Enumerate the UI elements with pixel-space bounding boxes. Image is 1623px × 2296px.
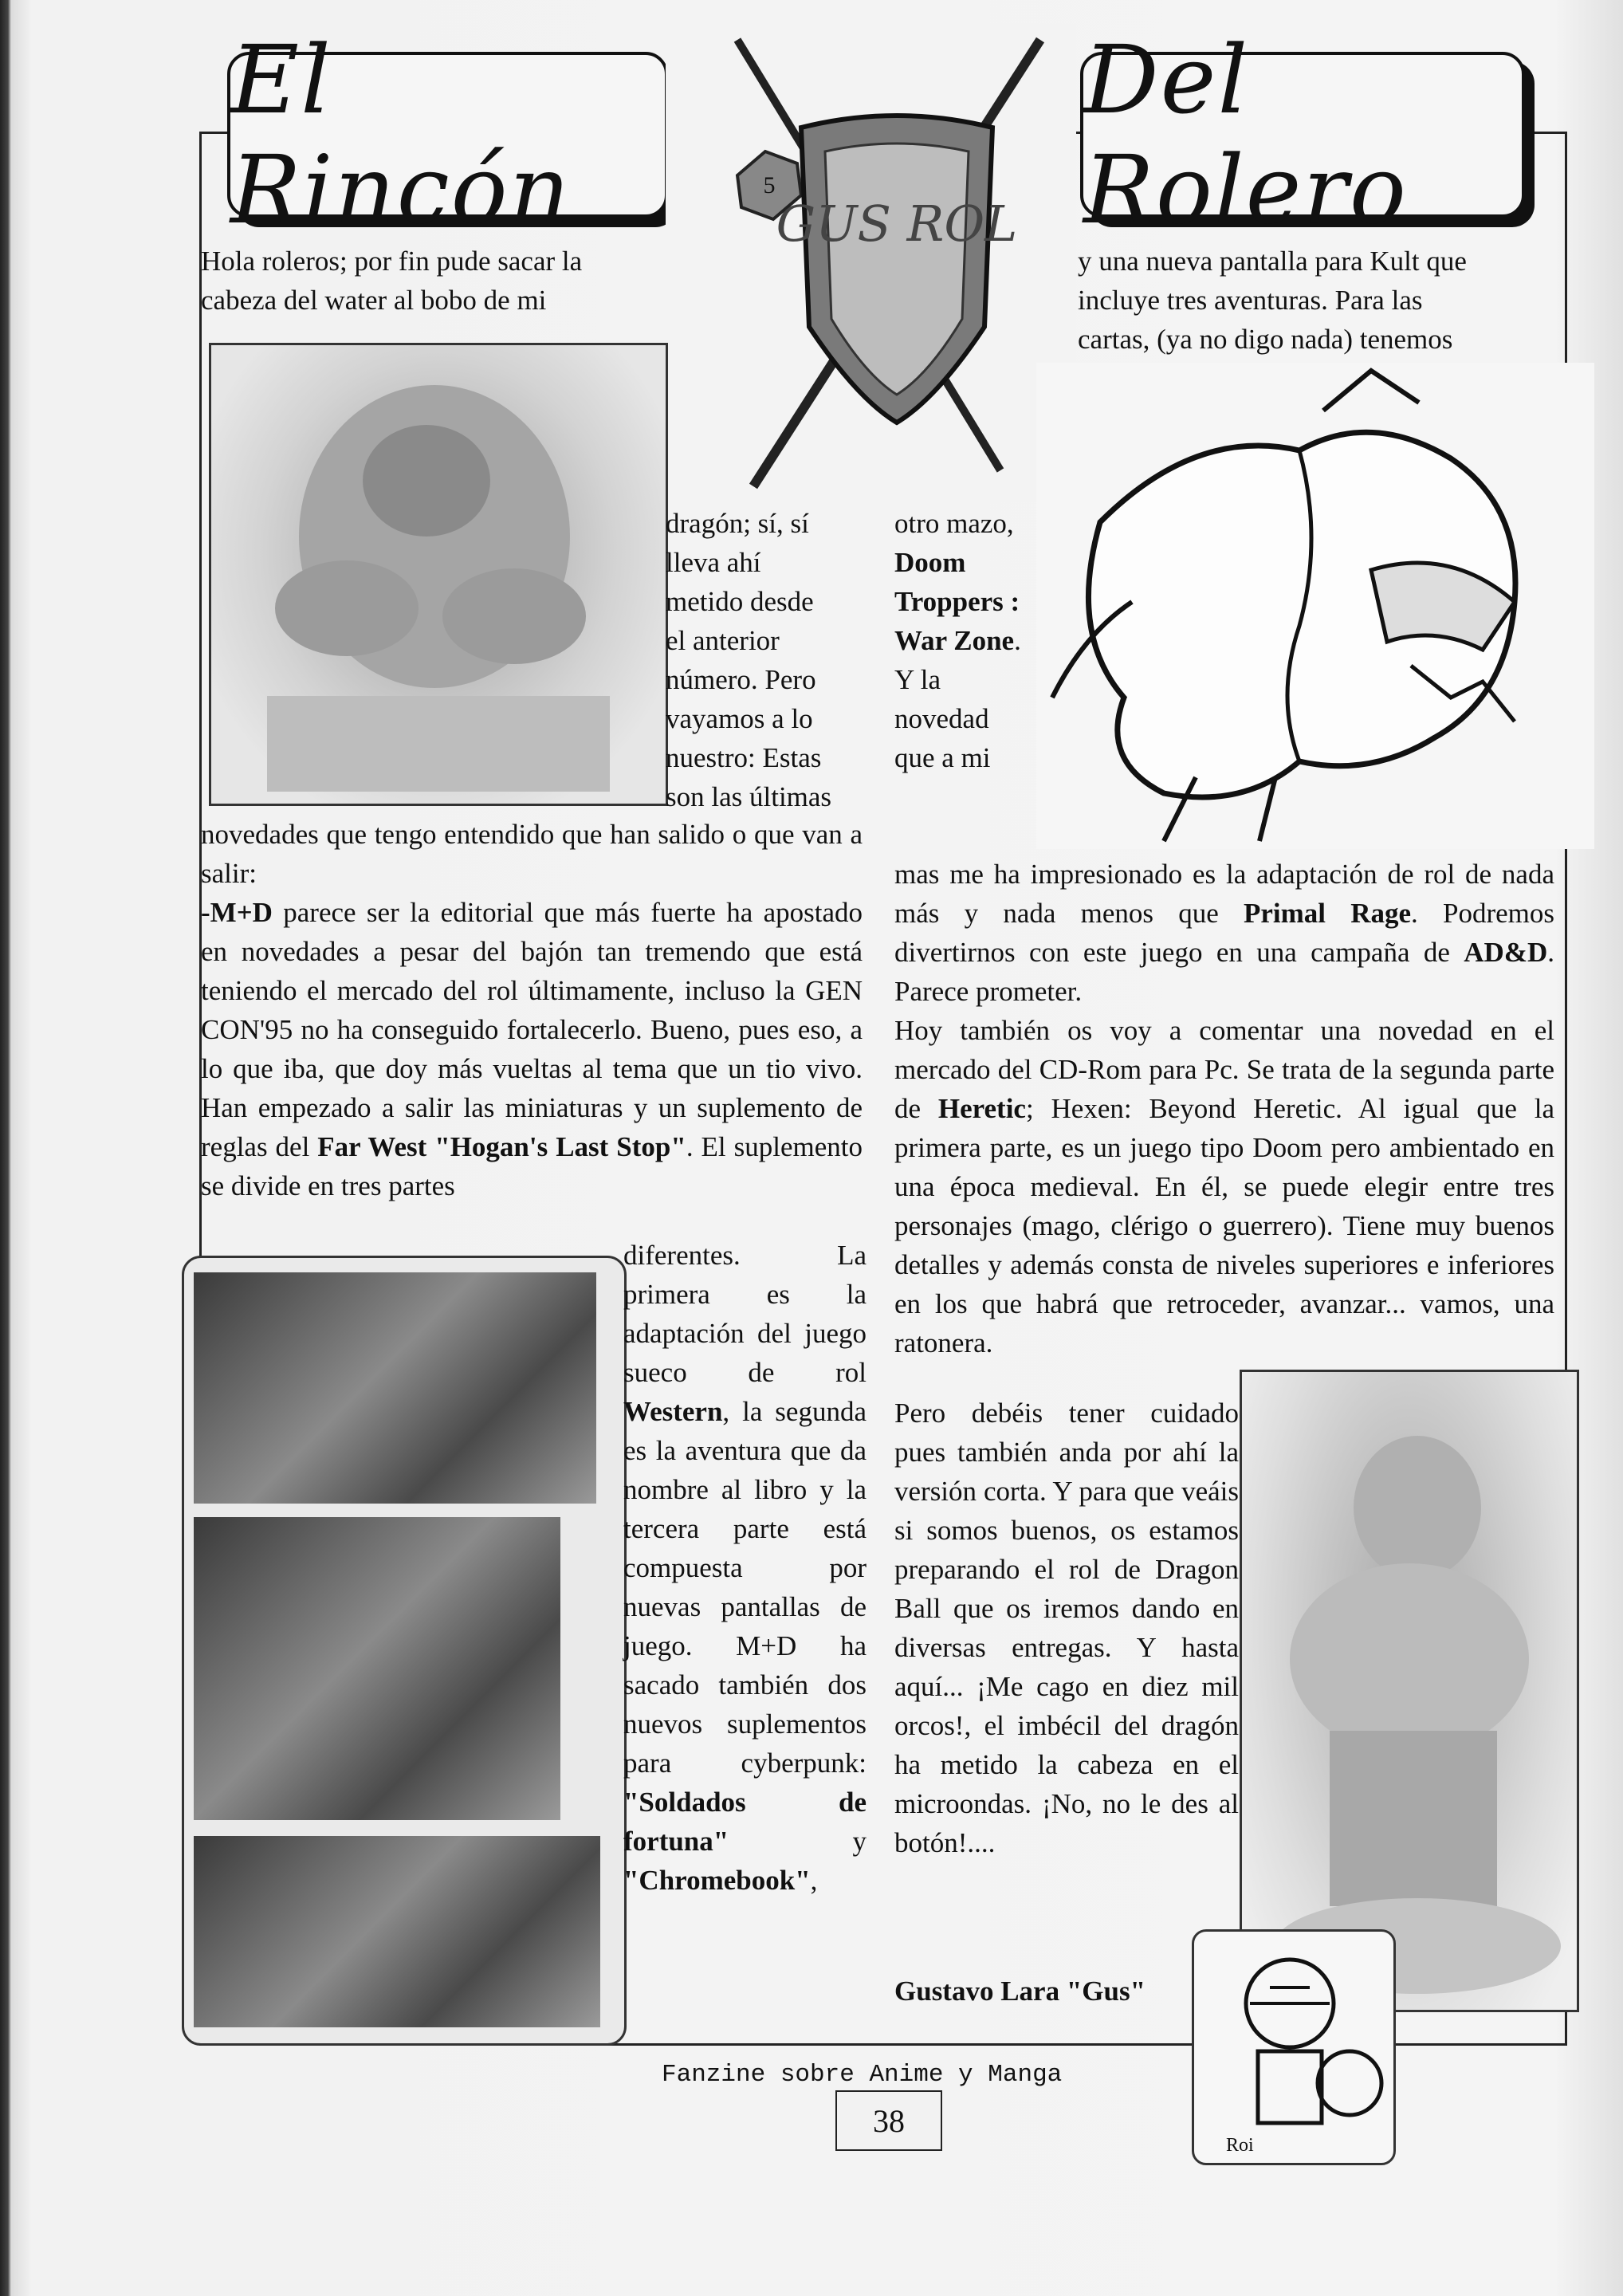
text-mid-top [666, 504, 865, 816]
text-run: mas me ha impresionado es la adaptación de rol de nada más y nada menos que [894, 859, 1554, 929]
text-right-main [894, 855, 1554, 1362]
paragraph [894, 855, 1554, 1011]
text-mid-lower [623, 1236, 867, 1900]
text-line: vayamos a lo [666, 703, 813, 734]
text-run: . Parece prometer. [894, 937, 1554, 1007]
text-run: ; Hexen: Beyond Heretic. Al igual que la primera parte, es un juego tipo Doom pero ambientado en una época medieval. En él, se puede elegir entre tres personajes (mago, clérigo o guerrero). Tiene muy buenos detalles y además consta de niveles superiores e inferiores en los que habrá que retroceder, avanzar... vamos, una ratonera. [894, 1093, 1554, 1358]
game-title-bold: Primal Rage [1243, 898, 1412, 929]
text-run: , la segunda es la aventura que da nombre al libro y la tercera parte está compuesta por nuevas pantallas de juego. M+D ha sacado también dos nuevos suplementos para cyberpunk: [623, 1396, 867, 1779]
product-title-bold: "Chromebook" [623, 1865, 811, 1896]
text-line: son las últimas [666, 781, 832, 812]
text-run: . Y la novedad que a mi [894, 625, 1021, 773]
paragraph: novedades que tengo entendido que han salido o que van a salir: [201, 819, 863, 889]
monster-statue-photo [209, 343, 668, 806]
text-line: el anterior [666, 625, 780, 656]
text-right-lower [894, 1394, 1239, 1862]
face-goblin-drawing [194, 1517, 560, 1820]
text-run: Hoy también os voy a comentar una novedad en el mercado del CD-Rom para Pc. Se trata de la segunda parte de [894, 1015, 1554, 1124]
dice-text: 5 [763, 172, 776, 199]
game-title-bold: Heretic [937, 1093, 1026, 1124]
faces-collage-image [182, 1256, 627, 2046]
text-run: . Podremos divertirnos con este juego en una campaña de [894, 898, 1555, 968]
game-title-bold: AD&D [1464, 937, 1548, 968]
product-title-bold: "Soldados de fortuna" [623, 1787, 867, 1857]
text-run: otro mazo, [894, 508, 1014, 539]
page-number: 38 [835, 2090, 942, 2151]
text-run: , [810, 1865, 818, 1896]
shield-text: GUS ROL [776, 195, 1018, 253]
knight-caricature-drawing [1192, 1929, 1396, 2165]
title-left: El Rincón [230, 25, 572, 245]
text-line: cabeza del water al bobo de mi [201, 285, 547, 316]
seated-statue-photo [1240, 1370, 1579, 2012]
text-right-top [1078, 242, 1554, 359]
text-line: Hola roleros; por fin pude sacar la [201, 246, 583, 277]
game-title-bold: Western [623, 1396, 723, 1427]
game-title-bold: Doom Troppers : War Zone [894, 547, 1020, 656]
text-run: . El suplemento se divide en tres partes [201, 1131, 863, 1201]
text-line: y una nueva pantalla para Kult que [1078, 246, 1467, 277]
text-run: diferentes. La primera es la adaptación del juego sueco de rol [623, 1240, 867, 1388]
text-right-narrow [894, 504, 1030, 777]
paragraph [894, 1011, 1554, 1362]
text-line: dragón; sí, sí [666, 508, 809, 539]
paragraph [201, 893, 863, 1205]
title-right-box [1080, 25, 1525, 245]
face-woman-drawing [194, 1272, 596, 1504]
title-right: Del Rolero [1083, 25, 1408, 245]
footer-fanzine: Fanzine sobre Anime y Manga [662, 2061, 1063, 2089]
text-left-main [201, 815, 863, 1205]
text-line: metido desde [666, 586, 814, 617]
face-creature-drawing [194, 1836, 600, 2027]
text-line: nuestro: Estas [666, 742, 822, 773]
text-line: cartas, (ya no digo nada) tenemos [1078, 324, 1453, 355]
text-run: parece ser la editorial que más fuerte ha apostado en novedades a pesar del bajón tan tremendo que está teniendo el mercado del rol últimamente, incluso la GEN CON'95 no ha conseguido fortalecerlo. Bueno, pues eso, a lo que iba, que doy más vueltas al tema que un tio vivo. Han empezado a salir las miniaturas y un suplemento de reglas del [201, 897, 863, 1162]
text-run: y [729, 1826, 867, 1857]
text-line: número. Pero [666, 664, 816, 695]
text-line: lleva ahí [666, 547, 761, 578]
paragraph: Pero debéis tener cuidado pues también anda por ahí la versión corta. Y para que veáis si somos buenos, os estamos preparando el rol de Dragon Ball que os iremos dando en diversas entregas. Y hasta aquí... ¡Me cago en diez mil orcos!, el imbécil del dragón ha metido la cabeza en el microondas. ¡No, no le des al botón!.... [894, 1398, 1239, 1858]
shield-logo-image [666, 24, 1076, 502]
title-left-box [227, 25, 668, 245]
dragon-illustration [1036, 363, 1594, 849]
text-line: incluye tres aventuras. Para las [1078, 285, 1423, 316]
product-title-bold: Far West "Hogan's Last Stop" [317, 1131, 686, 1162]
publisher-bold: -M+D [201, 897, 273, 928]
caricature-signature: Roi [1226, 2135, 1254, 2156]
text-left-top [201, 242, 663, 320]
signature-text: Gustavo Lara "Gus" [894, 1976, 1146, 2007]
